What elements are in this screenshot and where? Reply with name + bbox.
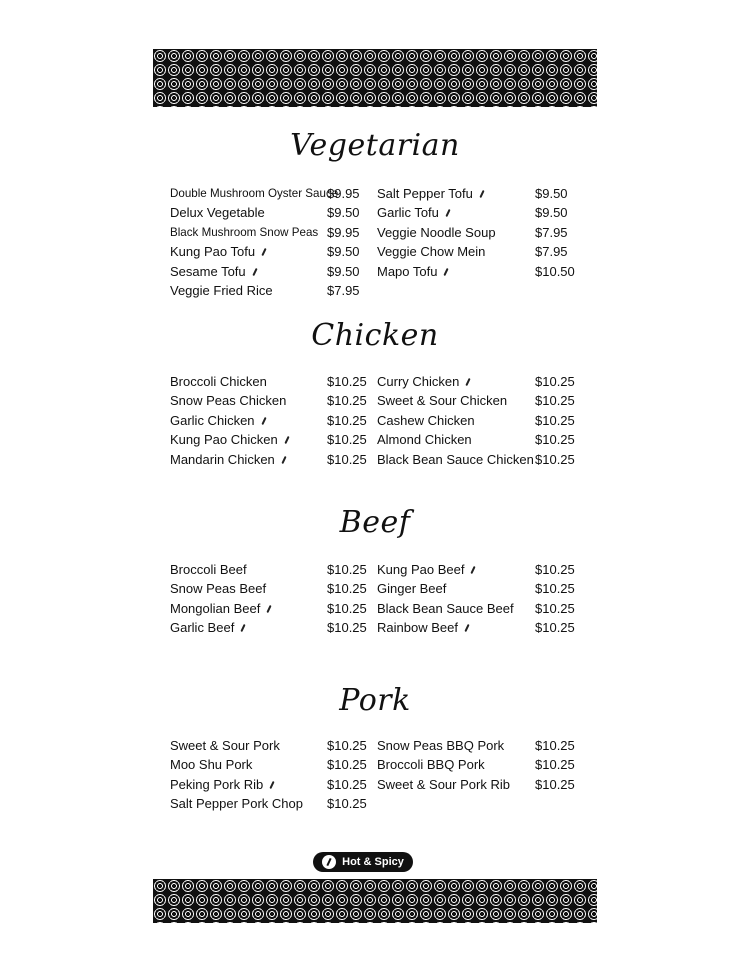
chili-pepper-icon: [284, 436, 289, 444]
menu-item-price: $10.25: [327, 600, 367, 616]
menu-item-name: Salt Pepper Tofu: [377, 186, 473, 201]
chili-pepper-icon: [465, 378, 470, 386]
menu-item-name: Salt Pepper Pork Chop: [170, 796, 303, 812]
menu-item-price: $10.25: [327, 374, 367, 389]
menu-item-name: Kung Pao Chicken: [170, 432, 278, 448]
menu-item: [170, 223, 370, 242]
menu-item-price: $10.25: [535, 393, 575, 409]
menu-item-price: $10.25: [327, 393, 367, 409]
chili-pepper-icon: [252, 268, 257, 276]
menu-item-price: $10.25: [535, 412, 575, 428]
vegetarian-right-column: [377, 184, 587, 281]
menu-item-name: Broccoli BBQ Pork: [377, 757, 485, 773]
menu-item-price: $10.25: [327, 562, 367, 577]
menu-item-price: $9.50: [535, 205, 568, 221]
decorative-swirl-banner-top: [153, 49, 597, 107]
menu-item-name: Sesame Tofu: [170, 263, 246, 279]
menu-item: [377, 391, 587, 410]
menu-item-price: $10.25: [327, 796, 367, 812]
chili-pepper-icon: [322, 855, 336, 869]
chicken-left-column: [170, 372, 370, 469]
menu-item-name: Almond Chicken: [377, 432, 472, 448]
menu-item-name: Garlic Chicken: [170, 412, 255, 428]
menu-item: [377, 618, 587, 637]
menu-item-name: Black Bean Sauce Chicken: [377, 451, 534, 467]
menu-item-price: $10.25: [327, 432, 367, 448]
menu-item-price: $10.25: [535, 600, 575, 616]
pork-left-column: [170, 736, 370, 814]
menu-item-name: Rainbow Beef: [377, 620, 458, 636]
menu-item: [170, 242, 370, 261]
menu-item-price: $10.25: [535, 562, 575, 577]
menu-item: [377, 184, 587, 203]
menu-item: [170, 430, 370, 449]
menu-item-name: Veggie Fried Rice: [170, 282, 273, 298]
chili-pepper-icon: [269, 781, 274, 789]
menu-item-price: $9.95: [327, 186, 360, 201]
menu-item-price: $10.25: [327, 581, 367, 597]
menu-item-name: Delux Vegetable: [170, 205, 265, 221]
menu-item-price: $9.50: [327, 244, 360, 260]
menu-item: [170, 755, 370, 774]
menu-item-name: Broccoli Beef: [170, 562, 247, 577]
menu-item-price: $10.25: [535, 581, 575, 597]
section-title-pork: Pork: [339, 683, 411, 718]
chili-pepper-icon: [479, 190, 484, 198]
menu-item: [170, 794, 370, 813]
menu-item-name: Broccoli Chicken: [170, 374, 267, 389]
menu-item: [170, 736, 370, 755]
menu-item: [377, 560, 587, 579]
section-title-beef: Beef: [339, 505, 411, 540]
menu-item-name: Mandarin Chicken: [170, 451, 275, 467]
menu-item: [170, 184, 370, 203]
menu-item-price: $9.50: [535, 186, 568, 201]
menu-item-price: $10.25: [327, 776, 367, 792]
menu-item-name: Mongolian Beef: [170, 600, 261, 616]
menu-item: [377, 411, 587, 430]
menu-item-price: $10.25: [535, 451, 575, 467]
menu-item-name: Sweet & Sour Chicken: [377, 393, 508, 409]
chili-pepper-icon: [261, 248, 266, 256]
menu-item: [170, 262, 370, 281]
menu-item-name: Peking Pork Rib: [170, 776, 264, 792]
menu-item: [377, 579, 587, 598]
menu-item-name: Curry Chicken: [377, 374, 460, 389]
menu-item: [170, 579, 370, 598]
menu-item: [170, 560, 370, 579]
chicken-right-column: [377, 372, 587, 469]
menu-item-price: $9.50: [327, 205, 360, 221]
pork-right-column: [377, 736, 587, 794]
vegetarian-left-column: [170, 184, 370, 300]
menu-item-price: $7.95: [535, 224, 568, 240]
beef-right-column: [377, 560, 587, 638]
section-title-chicken: Chicken: [311, 318, 439, 353]
menu-item-price: $10.25: [327, 451, 367, 467]
chili-pepper-icon: [443, 268, 448, 276]
menu-item-name: Kung Pao Tofu: [170, 244, 256, 260]
menu-item-name: Snow Peas BBQ Pork: [377, 738, 505, 753]
menu-item-price: $9.95: [327, 224, 360, 240]
menu-item-name: Kung Pao Beef: [377, 562, 465, 577]
menu-item: [170, 599, 370, 618]
menu-item: [377, 755, 587, 774]
menu-item-price: $10.25: [535, 757, 575, 773]
chili-pepper-icon: [470, 566, 475, 574]
menu-item-name: Mapo Tofu: [377, 263, 438, 279]
chili-pepper-icon: [261, 417, 266, 425]
menu-item-name: Sweet & Sour Pork: [170, 738, 280, 753]
chili-pepper-icon: [240, 624, 245, 632]
menu-item: [377, 262, 587, 281]
chili-pepper-icon: [445, 209, 450, 217]
menu-item-name: Ginger Beef: [377, 581, 447, 597]
menu-item-name: Double Mushroom Oyster Sauce: [170, 187, 339, 200]
menu-item: [170, 450, 370, 469]
menu-item-price: $10.25: [327, 620, 367, 636]
menu-item-name: Snow Peas Beef: [170, 581, 267, 597]
menu-item-name: Black Bean Sauce Beef: [377, 600, 514, 616]
menu-item-price: $9.50: [327, 263, 360, 279]
menu-item: [377, 599, 587, 618]
menu-item: [377, 372, 587, 391]
decorative-swirl-banner-bottom: [153, 879, 597, 923]
menu-item: [377, 775, 587, 794]
menu-item: [377, 203, 587, 222]
chili-pepper-icon: [281, 456, 286, 464]
menu-item: [377, 242, 587, 261]
menu-item-name: Veggie Chow Mein: [377, 244, 486, 260]
chili-pepper-icon: [266, 605, 271, 613]
menu-item-name: Cashew Chicken: [377, 412, 475, 428]
menu-item: [377, 736, 587, 755]
hot-and-spicy-legend: [313, 852, 413, 872]
menu-item-name: Sweet & Sour Pork Rib: [377, 776, 510, 792]
menu-item-price: $7.95: [535, 244, 568, 260]
menu-item-price: $10.25: [535, 620, 575, 636]
menu-item: [170, 411, 370, 430]
menu-item: [377, 450, 587, 469]
chili-pepper-icon: [464, 624, 469, 632]
menu-item-name: Garlic Tofu: [377, 205, 439, 221]
section-title-vegetarian: Vegetarian: [290, 128, 460, 163]
menu-item: [170, 203, 370, 222]
menu-item-price: $7.95: [327, 282, 360, 298]
menu-item-price: $10.25: [327, 757, 367, 773]
menu-item-price: $10.25: [535, 374, 575, 389]
menu-item: [170, 372, 370, 391]
menu-item-price: $10.25: [535, 738, 575, 753]
menu-item: [377, 430, 587, 449]
menu-item-name: Moo Shu Pork: [170, 757, 253, 773]
menu-item-name: Black Mushroom Snow Peas: [170, 225, 319, 239]
menu-item-name: Garlic Beef: [170, 620, 235, 636]
menu-item: [170, 775, 370, 794]
menu-item-name: Veggie Noodle Soup: [377, 224, 496, 240]
menu-item-price: $10.25: [535, 432, 575, 448]
menu-item: [170, 281, 370, 300]
menu-item-name: Snow Peas Chicken: [170, 393, 287, 409]
menu-item: [170, 391, 370, 410]
menu-item-price: $10.50: [535, 263, 575, 279]
beef-left-column: [170, 560, 370, 638]
menu-item-price: $10.25: [535, 776, 575, 792]
menu-item: [170, 618, 370, 637]
menu-item-price: $10.25: [327, 412, 367, 428]
menu-item: [377, 223, 587, 242]
legend-label: Hot & Spicy: [342, 856, 404, 868]
menu-item-price: $10.25: [327, 738, 367, 753]
